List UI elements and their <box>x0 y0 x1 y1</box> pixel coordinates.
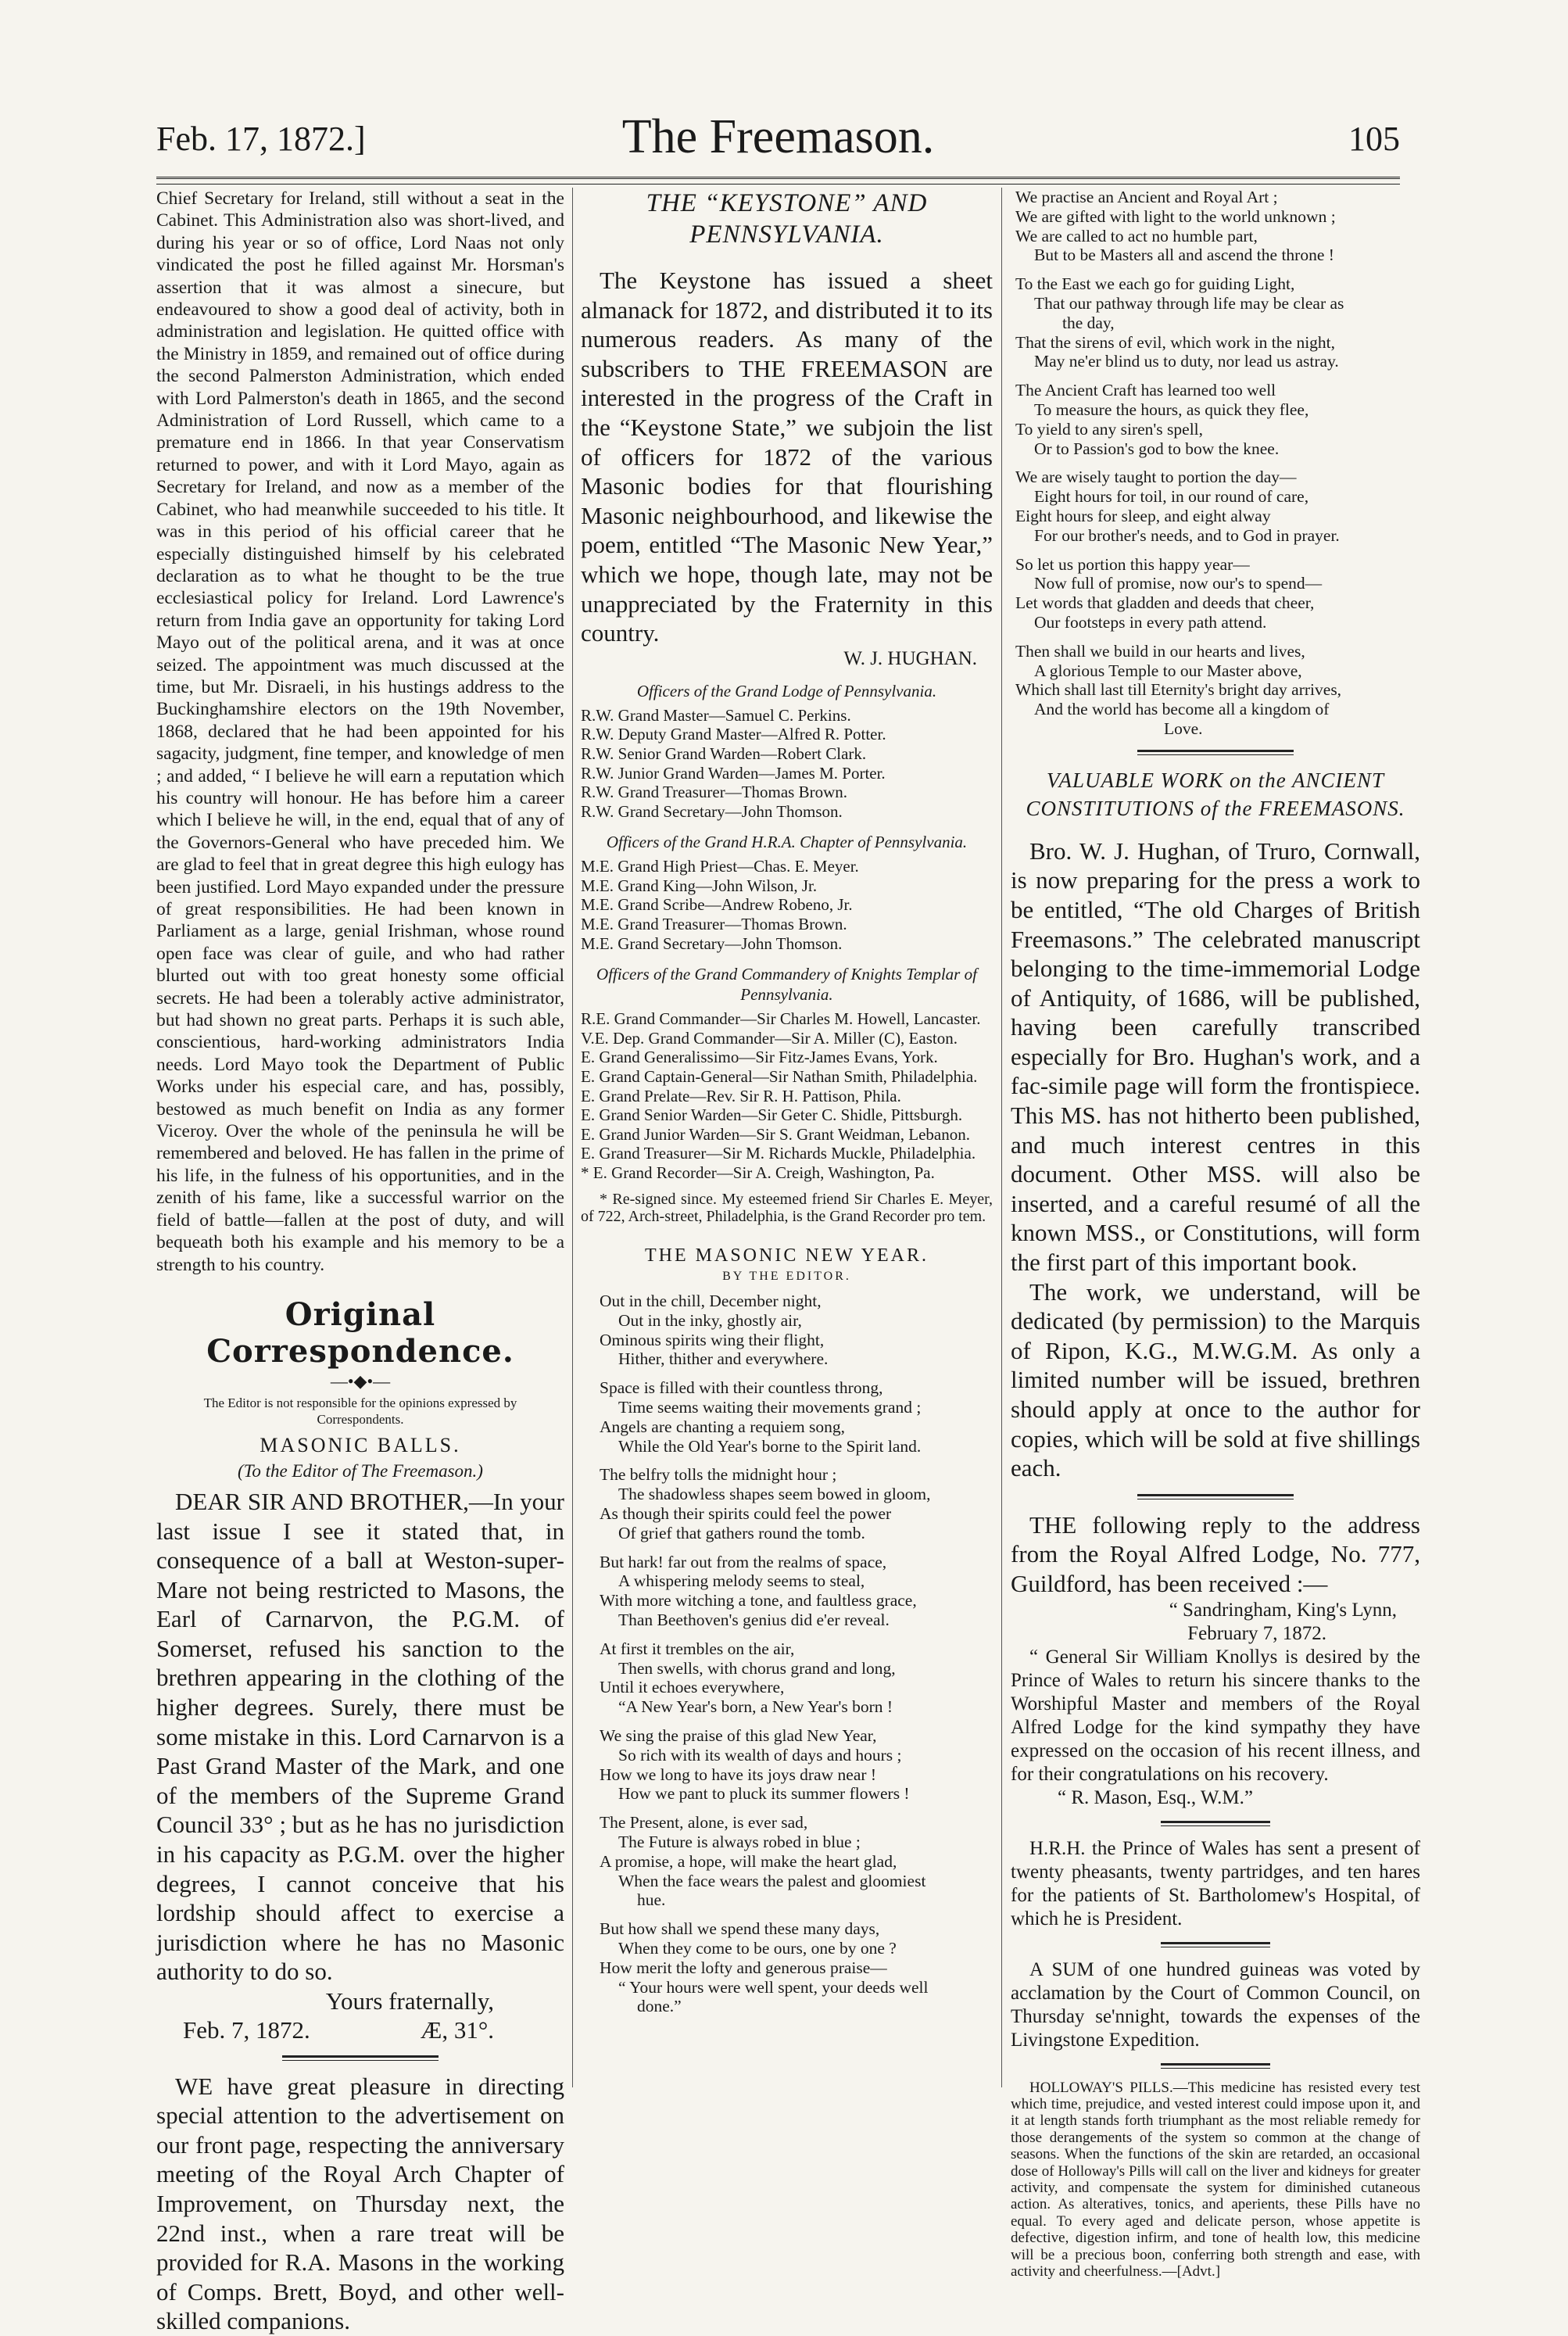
poem-line: “ Your hours were well spent, your deeds well <box>618 1977 929 1997</box>
masthead-rule <box>156 177 1400 185</box>
poem-line: But how shall we spend these many days, <box>600 1919 880 1939</box>
poem-line: Now full of promise, now our's to spend— <box>1034 574 1323 593</box>
poem-line: When they come to be ours, one by one ? <box>618 1938 897 1958</box>
poem-line: That our pathway through life may be clear as <box>1034 293 1344 313</box>
separator-rule <box>1137 1494 1294 1499</box>
officer-entry: M.E. Grand King—John Wilson, Jr. <box>581 876 818 895</box>
poem-byline: BY THE EDITOR. <box>722 1270 851 1283</box>
letter-title: MASONIC BALLS. <box>260 1433 461 1456</box>
officer-entry: E. Grand Generalissimo—Sir Fitz-James Evans, York. <box>581 1048 938 1067</box>
poem-line: Out in the inky, ghostly air, <box>618 1310 802 1330</box>
poem-line: But to be Masters all and ascend the throne ! <box>1034 245 1334 265</box>
poem-new-year <box>581 1292 993 2016</box>
commandery-officers <box>581 1009 993 1182</box>
officer-entry: R.W. Grand Secretary—John Thomson. <box>581 801 843 821</box>
poem-line: To the East we each go for guiding Light, <box>1015 274 1295 294</box>
poem-stanza <box>1015 188 1420 265</box>
royal-arch-notice: WE have great pleasure in directing special attention to the advertisement on our front page, respecting the anniversary meeting of the Royal Arch Chapter of Improvement, on Thursday next, the 22nd inst., when a rare treat will be provided for R.A. Masons in the working of Comps. Brett, Boyd, and other well-skilled companions. <box>156 2072 564 2335</box>
officer-entry: E. Grand Captain-General—Sir Nathan Smith, Philadelphia. <box>581 1067 978 1087</box>
poem-line: Eight hours for sleep, and eight alway <box>1015 506 1271 525</box>
poem-line: Space is filled with their countless throng, <box>600 1378 883 1398</box>
poem-stanza <box>1015 555 1420 632</box>
poem-line: So rich with its wealth of days and hours ; <box>618 1745 902 1765</box>
column-divider <box>572 188 573 2087</box>
poem-line: Which shall last till Eternity's bright day arrives, <box>1015 680 1342 700</box>
poem-stanza <box>600 1919 993 2016</box>
letter-body: DEAR SIR AND BROTHER,—In your last issue I see it stated that, in consequence of a ball at Weston-super-Mare not being restricted to Masons, the Earl of Carnarvon, the P.G.M. of Somerset, refused his sanction to the brethren appearing in the clothing of the higher degrees. Surely, there must be some mistake in this. Lord Carnarvon is a Past Grand Master of the Mark, and one of the members of the Supreme Grand Council 33° ; but as he has no jurisdiction in his capacity as P.G.M. over the higher degrees, I cannot conceive that his lordship should affect to exercise a jurisdiction where he has no Masonic authority to do so. <box>156 1487 564 1986</box>
letter-signoff <box>156 2016 564 2044</box>
poem-line: The shadowless shapes seem bowed in gloom, <box>618 1485 931 1504</box>
officer-entry: E. Grand Treasurer—Sir M. Richards Muckle, Philadelphia. <box>581 1144 976 1163</box>
column-1 <box>156 188 564 2336</box>
poem-stanza <box>600 1726 993 1804</box>
poem-line: How we pant to pluck its summer flowers ! <box>618 1784 910 1804</box>
column-3 <box>1011 188 1420 2280</box>
section-heading: Original Correspondence. <box>206 1295 514 1370</box>
poem-line: Let words that gladden and deeds that cheer, <box>1015 593 1315 613</box>
article-text: Chief Secretary for Ireland, still without a seat in the Cabinet. This Administration also was short-lived, and during his year or so of office, Lord Naas not only vindicated the post he filled against Mr. Horsman's assertion that it was almost a sinecure, but endeavoured to show a good deal of activity, both in administration and legislation. He quitted office with the Ministry in 1859, and remained out of office during the second Palmerston Administration, which ended with Lord Palmerston's death in 1865, and the second Administration of Lord Russell, which came to a premature end in 1866. In that year Conservatism returned to power, and with it Lord Mayo, again as Secretary for Ireland, and now as a member of the Cabinet, who had meanwhile succeeded to his title. It was in this period of his official career that he especially distinguished himself by his celebrated declaration as to what he thought to be the true ecclesiastical policy for Ireland. Lord Lawrence's return from India gave an opportunity for taking Lord Mayo out of the political arena, and it was at once seized. The appointment was much discussed at the time, but Mr. Disraeli, in his hustings address to the Buckinghamshire electors on the 19th November, 1868, declared that he had been appointed for his sagacity, judgment, fine temper, and knowledge of men ; and added, “ I believe he will earn a reputation which his country will honour. He has before him a career which I believe he will, in the end, equal that of any of the Governors-General who have preceded him. We are glad to feel that in great degree this high eulogy has been justified. Lord Mayo expanded under the pressure of great responsibilities. He had been known in Parliament as a large, genial Irishman, whose round open face was clear of guile, and who had rather blurted out with too great honesty some official secrets. He had been a tolerably active administrator, but had shown no great parts. Perhaps it is such able, conscientious, hard-working administrators India needs. Lord Mayo took the Department of Public Works under his especial care, and has, possibly, bestowed as much benefit on India as any former Viceroy. Over the whole of the peninsula he will be remembered and beloved. He has fallen in the prime of his life, in the fulness of his opportunities, and in the zenith of his fame, like a successful warrior on the field of battle—fallen at the post of duty, and will bequeath both his example and his memory to be a strength to his country. <box>156 188 564 1275</box>
officer-entry: * E. Grand Recorder—Sir A. Creigh, Washington, Pa. <box>581 1163 935 1182</box>
poem-stanza <box>1015 274 1420 371</box>
valuable-work-body: The work, we understand, will be dedicated (by permission) to the Marquis of Ripon, K.G., M.W.G.M. As only a limited number will be issued, brethren should apply at once to the author for copies, which will be sold at five shillings each. <box>1011 1277 1420 1482</box>
officer-entry: R.E. Grand Commander—Sir Charles M. Howell, Lancaster. <box>581 1009 981 1029</box>
letter-signature: Æ, 31°. <box>420 2015 494 2044</box>
letter-date: Feb. 7, 1872. <box>183 2015 310 2044</box>
poem-line: Until it echoes everywhere, <box>600 1678 785 1697</box>
column-2 <box>581 188 993 2026</box>
separator-rule <box>1137 750 1294 755</box>
poem-line: Our footsteps in every path attend. <box>1034 612 1267 632</box>
reply-addressee: “ R. Mason, Esq., W.M.” <box>1058 1786 1253 1808</box>
officer-entry: E. Grand Junior Warden—Sir S. Grant Weidman, Lebanon. <box>581 1124 970 1144</box>
poem-line: done.” <box>637 1997 682 2016</box>
poem-line: That the sirens of evil, which work in the night, <box>1015 332 1336 352</box>
officer-entry: E. Grand Senior Warden—Sir Geter C. Shidle, Pittsburgh. <box>581 1105 963 1125</box>
officer-entry: M.E. Grand Scribe—Andrew Robeno, Jr. <box>581 895 853 915</box>
officer-entry: M.E. Grand High Priest—Chas. E. Meyer. <box>581 857 859 876</box>
flourish-ornament: —•◆•— <box>330 1370 391 1391</box>
prince-gift-notice: H.R.H. the Prince of Wales has sent a present of twenty pheasants, twenty partridges, and ten hares for the patients of St. Bartholomew's Hospital, of which he is President. <box>1011 1837 1420 1929</box>
poem-line: hue. <box>637 1890 666 1910</box>
poem-line: We are called to act no humble part, <box>1015 226 1258 245</box>
poem-line: And the world has become all a kingdom of <box>1034 700 1330 719</box>
grand-lodge-heading: Officers of the Grand Lodge of Pennsylvania. <box>636 681 937 700</box>
editor-disclaimer: The Editor is not responsible for the opinions expressed by Correspondents. <box>203 1395 517 1427</box>
poem-line: Angels are chanting a requiem song, <box>600 1417 846 1436</box>
poem-line: As though their spirits could feel the power <box>600 1503 892 1523</box>
keystone-signature: W. J. HUGHAN. <box>843 647 977 669</box>
separator-rule <box>1161 1821 1270 1826</box>
keystone-title: THE “KEYSTONE” AND PENNSYLVANIA. <box>646 189 928 249</box>
poem-line: A promise, a hope, will make the heart glad, <box>600 1851 897 1871</box>
poem-line: We practise an Ancient and Royal Art ; <box>1015 188 1278 206</box>
poem-line: Ominous spirits wing their flight, <box>600 1330 825 1349</box>
poem-line: The belfry tolls the midnight hour ; <box>600 1465 837 1485</box>
poem-line: Time seems waiting their movements grand ; <box>618 1397 922 1417</box>
livingstone-notice: A SUM of one hundred guineas was voted by acclamation by the Court of Common Council, on Thursday se'nnight, towards the expenses of the Livingstone Expedition. <box>1011 1958 1420 2051</box>
officer-entry: M.E. Grand Secretary—John Thomson. <box>581 933 843 953</box>
officer-entry: R.W. Grand Master—Samuel C. Perkins. <box>581 705 851 725</box>
poem-line: Eight hours for toil, in our round of care, <box>1034 487 1309 507</box>
poem-line: We sing the praise of this glad New Year, <box>600 1725 877 1745</box>
poem-stanza <box>600 1378 993 1456</box>
poem-line: A whispering melody seems to steal, <box>618 1571 865 1591</box>
poem-line: To yield to any siren's spell, <box>1015 419 1204 439</box>
poem-line: How we long to have its joys draw near ! <box>600 1765 877 1784</box>
poem-line: Or to Passion's god to bow the knee. <box>1034 439 1280 458</box>
poem-line: Love. <box>1164 718 1203 738</box>
separator-rule <box>1161 2063 1270 2069</box>
poem-stanza <box>600 1465 993 1542</box>
chapter-heading: Officers of the Grand H.R.A. Chapter of Pennsylvania. <box>606 833 968 852</box>
poem-line: How merit the lofty and generous praise— <box>600 1958 887 1977</box>
footnote: * Re-signed since. My esteemed friend Sir Charles E. Meyer, of 722, Arch-street, Philadelphia, is the Grand Recorder pro tem. <box>581 1190 993 1225</box>
poem-line: At first it trembles on the air, <box>600 1639 795 1658</box>
poem-line: But hark! far out from the realms of space, <box>600 1552 887 1571</box>
poem-new-year-continued <box>1011 188 1420 739</box>
officer-entry: M.E. Grand Treasurer—Thomas Brown. <box>581 915 847 934</box>
masthead-date: Feb. 17, 1872.] <box>156 120 366 158</box>
valuable-work-title: VALUABLE WORK on the ANCIENT CONSTITUTIONS of the FREEMASONS. <box>1026 768 1405 820</box>
poem-line: Hither, thither and everywhere. <box>618 1349 829 1369</box>
poem-line: the day, <box>1062 313 1115 332</box>
poem-stanza <box>1015 642 1420 739</box>
separator-rule <box>282 2055 439 2061</box>
poem-line: “A New Year's born, a New Year's born ! <box>618 1697 893 1717</box>
masthead <box>156 109 1400 172</box>
poem-line: Than Beethoven's genius did e'er reveal. <box>618 1610 890 1629</box>
royal-reply-intro: THE following reply to the address from the Royal Alfred Lodge, No. 777, Guildford, has been received :— <box>1011 1510 1420 1597</box>
holloway-advertisement: HOLLOWAY'S PILLS.—This medicine has resisted every test which time, prejudice, and vested interest could impose upon it, and it at length stands forth triumphant as the most reliable remedy for those derangements of the system so common at the change of seasons. When the functions of the skin are retarded, an occasional dose of Holloway's Pills will call on the liver and kidneys for greater activity, and compensate the system for diminished cutaneous action. As alteratives, tonics, and aperients, these Pills have no equal. To every aged and delicate person, whose appetite is defective, digestion infirm, and tone of health low, this medicine will be a precious boon, conferring both strength and ease, with activity and cheerfulness.—[Advt.] <box>1011 2079 1420 2280</box>
poem-line: So let us portion this happy year— <box>1015 554 1250 574</box>
poem-line: May ne'er blind us to duty, nor lead us astray. <box>1034 352 1339 371</box>
poem-line: The Present, alone, is ever sad, <box>600 1813 808 1833</box>
officer-entry: R.W. Junior Grand Warden—James M. Porter. <box>581 763 886 783</box>
poem-line: Then shall we build in our hearts and lives, <box>1015 641 1305 661</box>
poem-line: Of grief that gathers round the tomb. <box>618 1523 865 1542</box>
page-number: 105 <box>1348 120 1400 158</box>
poem-line: When the face wears the palest and gloomiest <box>618 1871 926 1890</box>
poem-stanza <box>1015 381 1420 458</box>
chapter-officers <box>581 857 993 953</box>
letter-closing: Yours fraternally, <box>325 1987 494 2015</box>
officer-entry: R.W. Grand Treasurer—Thomas Brown. <box>581 783 848 802</box>
officer-entry: R.W. Senior Grand Warden—Robert Clark. <box>581 743 867 763</box>
poem-line: The Ancient Craft has learned too well <box>1015 381 1276 400</box>
reply-date: February 7, 1872. <box>1187 1622 1326 1644</box>
poem-stanza <box>600 1639 993 1717</box>
poem-line: The Future is always robed in blue ; <box>618 1832 861 1851</box>
poem-line: We are gifted with light to the world unknown ; <box>1015 206 1336 226</box>
commandery-heading: Officers of the Grand Commandery of Knights Templar of Pennsylvania. <box>596 965 977 1005</box>
poem-line: With more witching a tone, and faultless grace, <box>600 1591 917 1610</box>
poem-line: We are wisely taught to portion the day— <box>1015 468 1297 487</box>
poem-title: THE MASONIC NEW YEAR. <box>645 1245 929 1266</box>
poem-line: A glorious Temple to our Master above, <box>1034 661 1302 680</box>
poem-stanza <box>600 1813 993 1910</box>
letter-address: (To the Editor of The Freemason.) <box>238 1460 483 1481</box>
officer-entry: E. Grand Prelate—Rev. Sir R. H. Pattison, Phila. <box>581 1086 901 1105</box>
grand-lodge-officers <box>581 706 993 822</box>
column-divider <box>1001 188 1002 2087</box>
poem-stanza <box>600 1553 993 1630</box>
separator-rule <box>1161 1942 1270 1947</box>
reply-body: “ General Sir William Knollys is desired by the Prince of Wales to return his sincere thanks to the Worshipful Master and members of the Royal Alfred Lodge for the kind sympathy they have expressed on the occasion of his recent illness, and for their congratulations on his recovery. <box>1011 1646 1420 1785</box>
valuable-work-body: Bro. W. J. Hughan, of Truro, Cornwall, is now preparing for the press a work to be entitled, “The old Charges of British Freemasons.” The celebrated manuscript belonging to the time-immemorial Lodge of Antiquity, of 1686, will be published, having been carefully transcribed especially for Bro. Hughan's work, and a fac-simile page will form the frontispiece. This MS. has not hitherto been published, and much interest centres in this document. Other MSS. will also be inserted, and a careful resumé of all the known MSS., or Constitutions, will form the first part of this important book. <box>1011 837 1420 1277</box>
poem-line: Then swells, with chorus grand and long, <box>618 1658 896 1678</box>
keystone-body: The Keystone has issued a sheet almanack for 1872, and distributed it to its numerous readers. As many of the subscribers to THE FREEMASON are interested in the progress of the Craft in the “Keystone State,” we subjoin the list of officers for 1872 of the various Masonic bodies for that flourishing Masonic neighbourhood, and likewise the poem, entitled “The Masonic New Year,” which we hope, though late, may not be unappreciated by the Fraternity in this country. <box>581 267 993 647</box>
poem-line: While the Old Year's borne to the Spirit land. <box>618 1436 922 1456</box>
poem-line: Out in the chill, December night, <box>600 1292 822 1310</box>
poem-stanza <box>600 1292 993 1369</box>
officer-entry: V.E. Dep. Grand Commander—Sir A. Miller (C), Easton. <box>581 1028 958 1048</box>
poem-line: For our brother's needs, and to God in prayer. <box>1034 525 1340 545</box>
reply-place: “ Sandringham, King's Lynn, <box>1169 1599 1397 1621</box>
masthead-title: The Freemason. <box>621 110 935 163</box>
officer-entry: R.W. Deputy Grand Master—Alfred R. Potter. <box>581 725 886 744</box>
poem-line: To measure the hours, as quick they flee, <box>1034 399 1309 419</box>
poem-stanza <box>1015 468 1420 545</box>
